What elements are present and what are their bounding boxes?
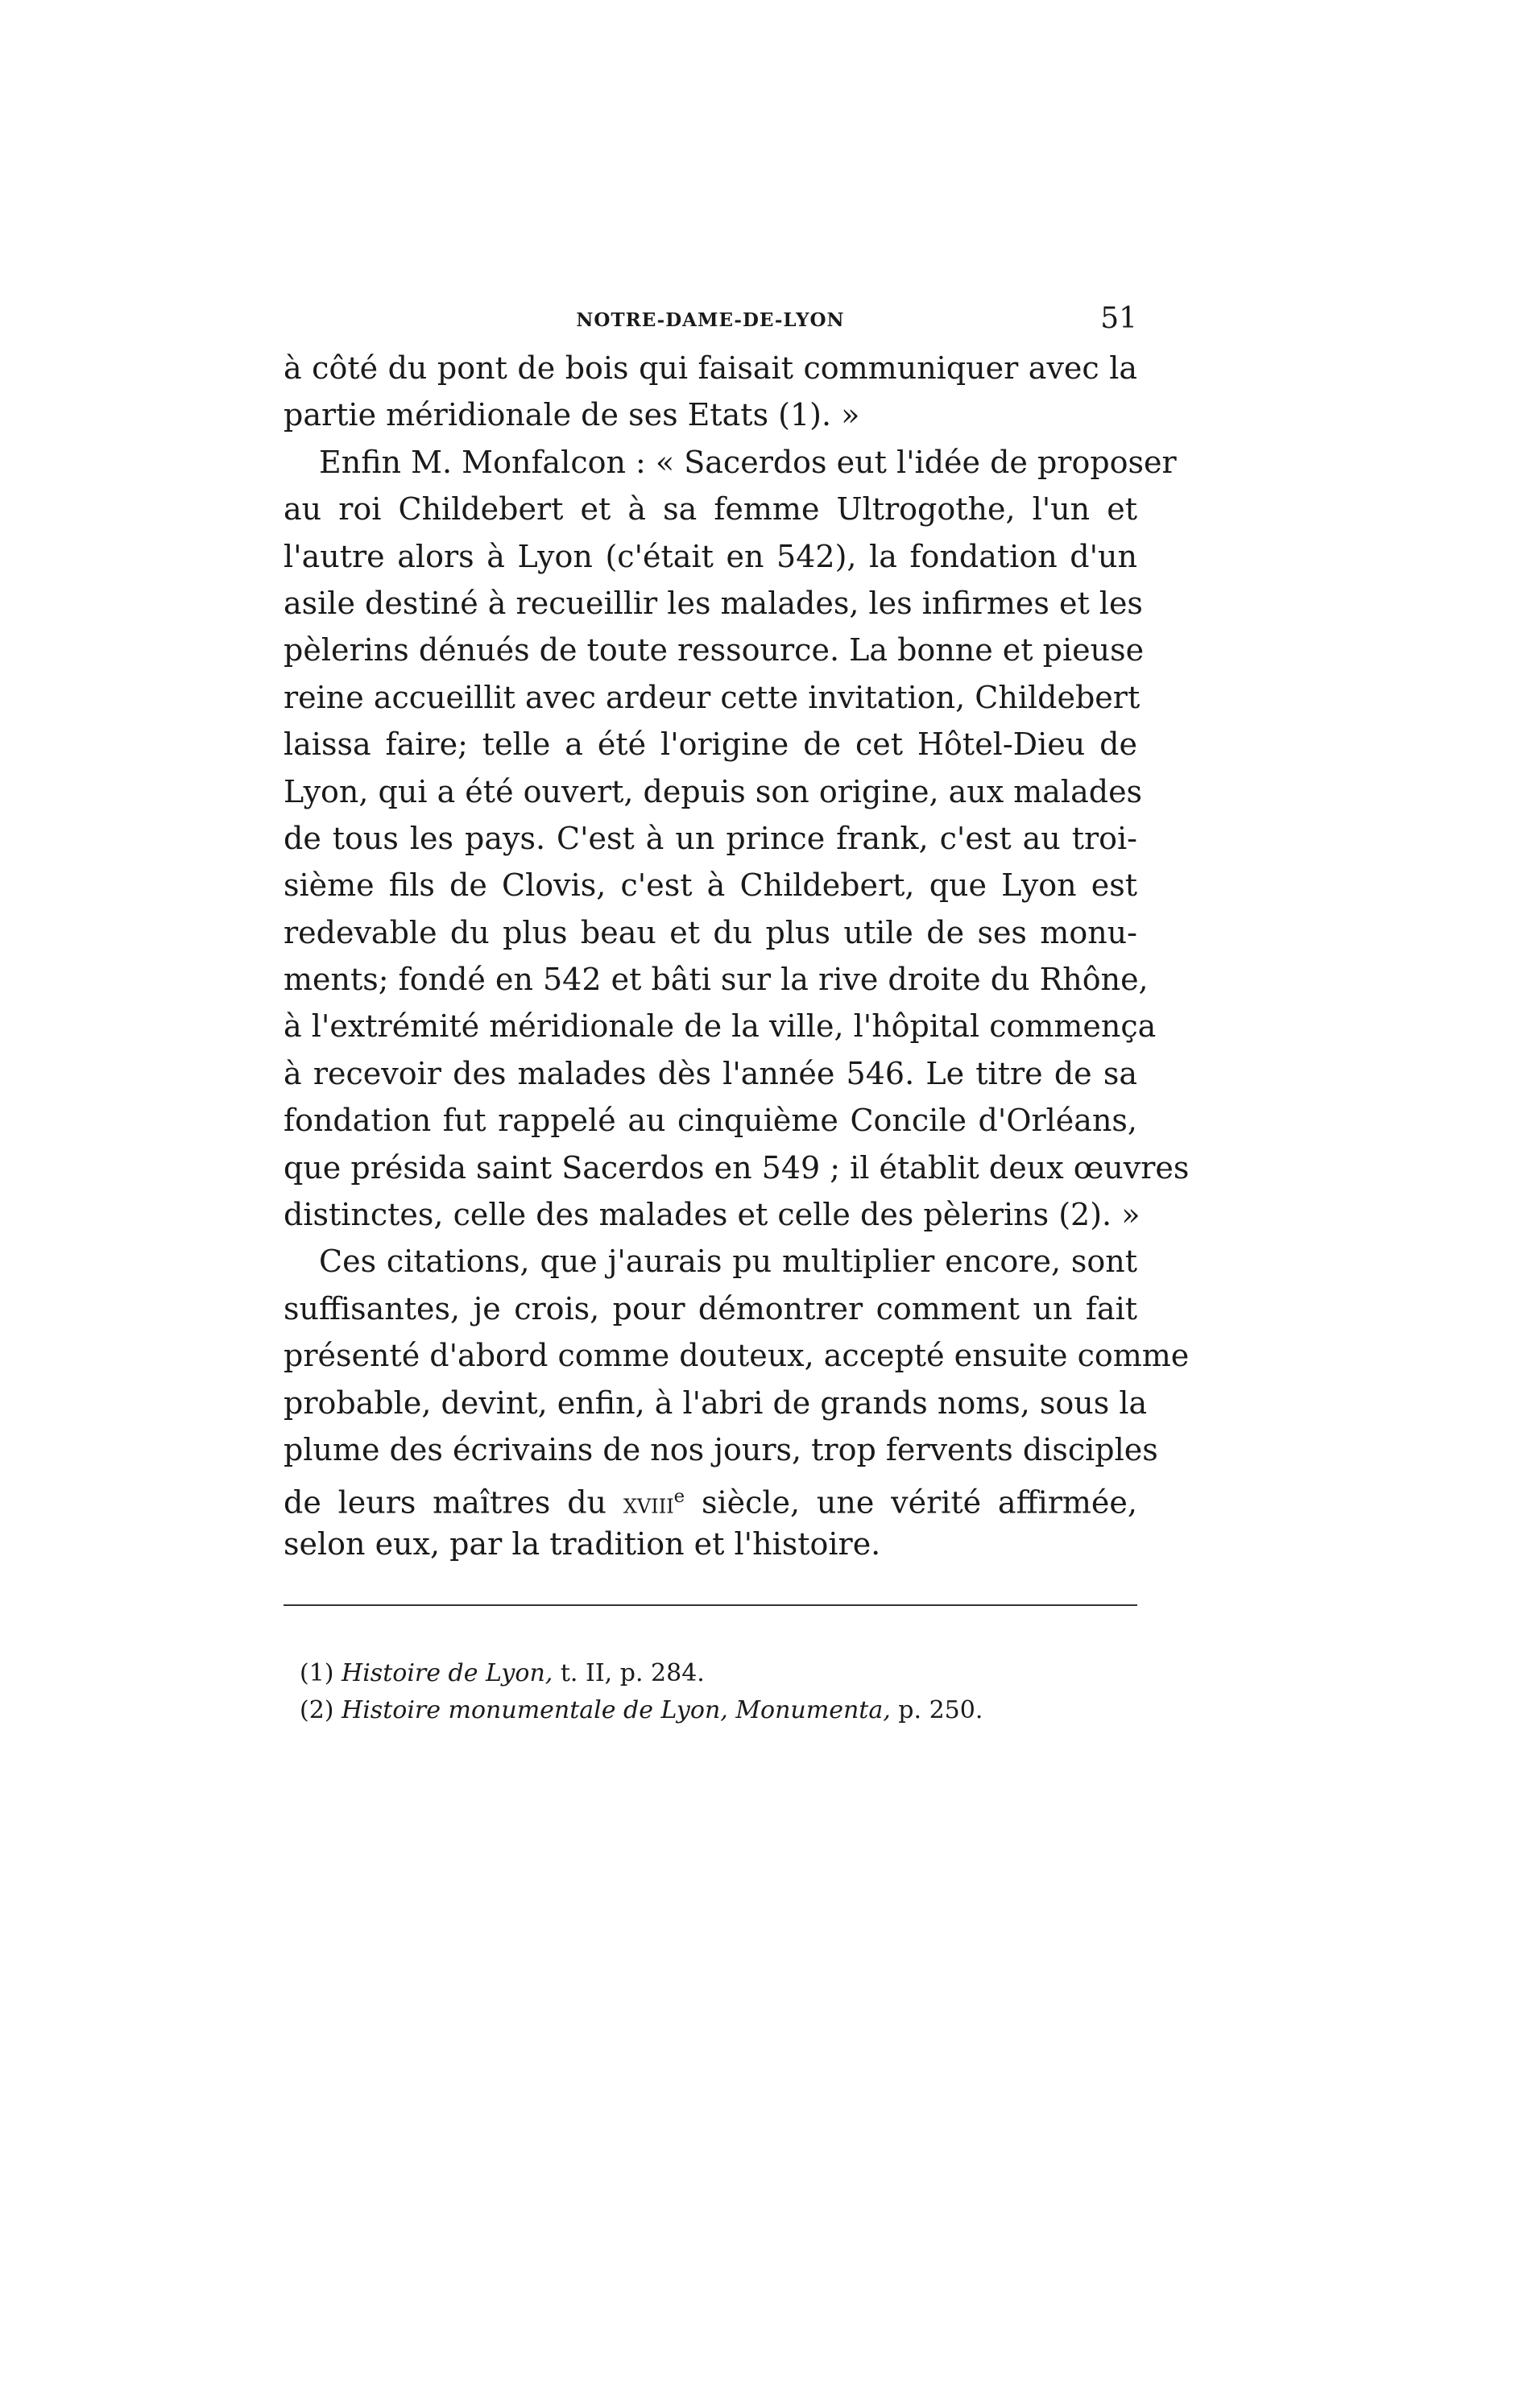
century-numeral: xviii xyxy=(623,1488,674,1521)
footnote xyxy=(300,1655,1105,1692)
page-number: 51 xyxy=(1100,302,1137,335)
footnote xyxy=(300,1692,1105,1729)
text-line: l'autre alors à Lyon (c'était en 542), la fondation d'un xyxy=(284,538,1137,574)
text-line: partie méridionale de ses Etats (1). » xyxy=(284,397,860,433)
footnote-marker: (1) xyxy=(300,1659,334,1687)
text-line: présenté d'abord comme douteux, accepté ensuite comme xyxy=(284,1338,1190,1374)
text-line: reine accueillit avec ardeur cette invitation, Childebert xyxy=(284,679,1141,715)
footnote-work: Histoire monumentale de Lyon, Monumenta, xyxy=(342,1696,891,1724)
text-line: Ces citations, que j'aurais pu multiplier encore, sont xyxy=(319,1244,1137,1280)
running-title: NOTRE-DAME-DE-LYON xyxy=(576,309,845,331)
text-line: selon eux, par la tradition et l'histoire. xyxy=(284,1525,881,1562)
text-line: de tous les pays. C'est à un prince frank, c'est au troi- xyxy=(284,820,1137,856)
text-line: plume des écrivains de nos jours, trop fervents disciples xyxy=(284,1431,1158,1467)
text-line: ments; fondé en 542 et bâti sur la rive droite du Rhône, xyxy=(284,962,1149,998)
text-line: Lyon, qui a été ouvert, depuis son origine, aux malades xyxy=(284,773,1143,809)
text-line: suffisantes, je crois, pour démontrer comment un fait xyxy=(284,1290,1137,1327)
text-line: à recevoir des malades dès l'année 546. Le titre de sa xyxy=(284,1055,1137,1091)
text-line: pèlerins dénués de toute ressource. La bonne et pieuse xyxy=(284,632,1145,668)
text-line: au roi Childebert et à sa femme Ultrogothe, l'un et xyxy=(284,491,1137,528)
text-line: fondation fut rappelé au cinquième Concile d'Orléans, xyxy=(284,1103,1137,1139)
line-tail: siècle, une vérité affirmée, xyxy=(685,1485,1137,1521)
text-line: sième fils de Clovis, c'est à Childebert, que Lyon est xyxy=(284,867,1137,904)
running-head xyxy=(284,304,1137,337)
text-line-with-century xyxy=(284,1473,1137,1520)
text-line: à l'extrémité méridionale de la ville, l'hôpital commença xyxy=(284,1008,1157,1045)
line-head: de leurs maîtres du xyxy=(284,1485,623,1521)
text-line: que présida saint Sacerdos en 549 ; il établit deux œuvres xyxy=(284,1149,1190,1186)
text-line: distinctes, celle des malades et celle des pèlerins (2). » xyxy=(284,1197,1141,1233)
text-line: probable, devint, enfin, à l'abri de grands noms, sous la xyxy=(284,1384,1148,1421)
text-line: asile destiné à recueillir les malades, les infirmes et les xyxy=(284,585,1143,621)
footnotes xyxy=(300,1655,1105,1729)
text-line: laissa faire; telle a été l'origine de cet Hôtel-Dieu de xyxy=(284,726,1137,763)
text-line: à côté du pont de bois qui faisait communiquer avec la xyxy=(284,350,1137,386)
century-suffix: e xyxy=(673,1486,685,1508)
text-line: redevable du plus beau et du plus utile de ses monu- xyxy=(284,914,1137,950)
text-line: Enfin M. Monfalcon : « Sacerdos eut l'idée de proposer xyxy=(319,444,1177,480)
footnote-ref: t. II, p. 284. xyxy=(553,1659,705,1687)
footnote-marker: (2) xyxy=(300,1696,334,1724)
footnote-ref: p. 250. xyxy=(890,1696,983,1724)
footnote-rule xyxy=(284,1604,1137,1606)
body-text xyxy=(284,345,1190,1567)
footnote-work: Histoire de Lyon, xyxy=(342,1659,553,1687)
